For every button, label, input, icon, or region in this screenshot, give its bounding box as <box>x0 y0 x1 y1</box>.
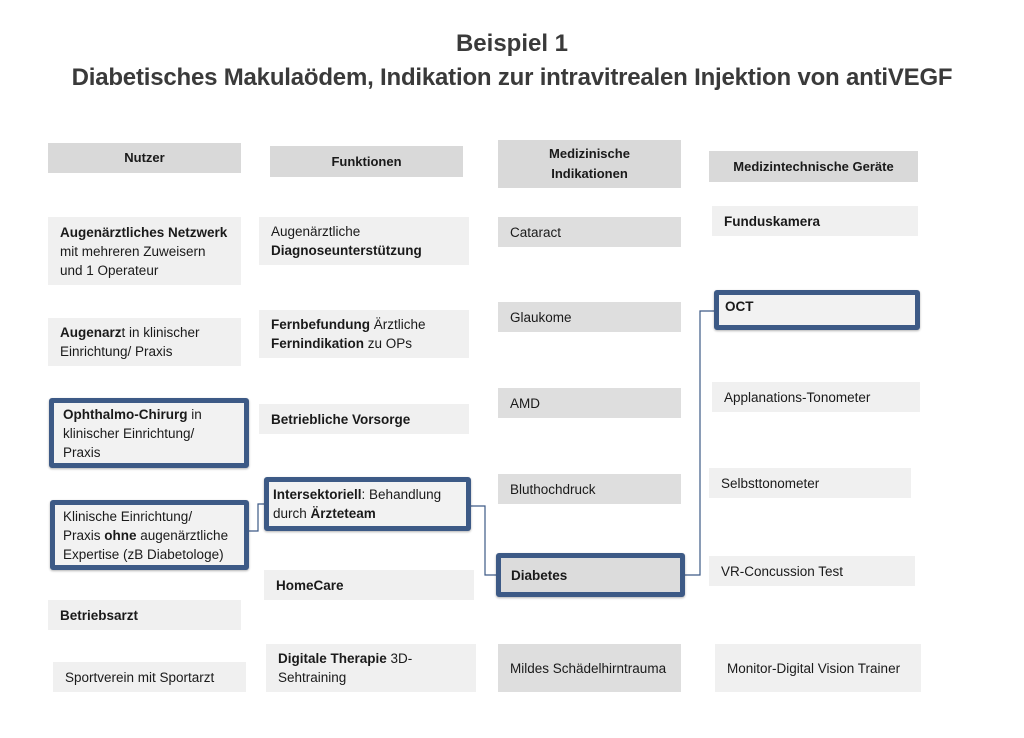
funktion-item-bold: HomeCare <box>276 577 344 593</box>
funktion-item-bold: Fernindikation <box>271 336 365 351</box>
funktion-item-text: zu OPs <box>364 336 413 351</box>
funktion-item[interactable] <box>259 310 469 358</box>
nutzer-item-selected[interactable] <box>50 500 249 570</box>
indikation-label: Mildes Schädelhirntrauma <box>510 660 667 676</box>
nutzer-item-bold: Augenärztliches Netzwerk <box>60 224 228 240</box>
indikation-label: Bluthochdruck <box>510 481 596 497</box>
indikation-label: Cataract <box>510 224 562 240</box>
funktion-item-selected[interactable] <box>264 477 471 531</box>
nutzer-item[interactable] <box>48 318 241 366</box>
funktion-item[interactable] <box>264 570 474 600</box>
funktion-item-text: : Behandlung durch <box>273 487 442 521</box>
nutzer-item-text: t in klinischer Einrichtung/ Praxis <box>60 325 200 359</box>
indikation-label: Diabetes <box>511 567 568 583</box>
indikation-label: Glaukome <box>510 309 572 325</box>
geraet-item[interactable] <box>709 556 915 586</box>
funktion-item[interactable] <box>259 404 469 434</box>
funktion-item-text: 3D-Sehtraining <box>278 651 413 685</box>
link-indikation-geraet <box>684 311 716 575</box>
header-funktionen: Funktionen <box>270 146 463 177</box>
header-indikationen: Medizinische Indikationen <box>498 140 681 188</box>
geraet-label: Funduskamera <box>724 213 821 229</box>
nutzer-item-bold: Betriebsarzt <box>60 607 139 623</box>
nutzer-item-bold: Augenarz <box>60 325 122 340</box>
nutzer-item-bold: Ophthalmo-Chirurg <box>63 406 188 422</box>
nutzer-item-text: mit mehreren Zuweisern und 1 Operateur <box>60 243 206 278</box>
indikation-item[interactable] <box>498 644 681 692</box>
funktion-item-bold: Intersektoriell <box>273 487 362 502</box>
indikation-item[interactable] <box>498 388 681 418</box>
indikation-item-selected[interactable] <box>496 553 685 597</box>
header-nutzer: Nutzer <box>48 143 241 173</box>
nutzer-item-text: Klinische Einrichtung/ Praxis <box>63 508 193 543</box>
indikation-item[interactable] <box>498 217 681 247</box>
geraet-label: Applanations-Tonometer <box>724 389 871 405</box>
nutzer-item-selected[interactable] <box>49 398 249 468</box>
nutzer-item[interactable] <box>48 600 241 630</box>
geraet-label: Selbsttonometer <box>721 475 820 491</box>
nutzer-item[interactable] <box>53 662 246 692</box>
funktion-item-bold: Betriebliche Vorsorge <box>271 411 411 427</box>
funktion-item-bold: Fernbefundung <box>271 317 370 332</box>
funktion-item[interactable] <box>266 644 476 692</box>
geraet-label: VR-Concussion Test <box>721 563 844 579</box>
geraet-item[interactable] <box>712 206 918 236</box>
geraet-item[interactable] <box>715 644 921 692</box>
geraet-item[interactable] <box>712 382 920 412</box>
geraet-label: OCT <box>725 299 754 314</box>
geraet-item[interactable] <box>709 468 911 498</box>
nutzer-item-bold: ohne <box>104 527 137 543</box>
funktion-item-bold: Digitale Therapie <box>278 651 387 666</box>
funktion-item-text: Augenärztliche <box>271 224 361 239</box>
link-funktion-indikation <box>471 506 498 575</box>
geraet-label: Monitor-Digital Vision Trainer <box>727 660 901 676</box>
funktion-item-text: Ärztliche <box>369 317 426 332</box>
funktion-item[interactable] <box>259 217 469 265</box>
indikation-item[interactable] <box>498 474 681 504</box>
diagram-title: Beispiel 1 <box>455 30 569 57</box>
nutzer-item-text: augenärztliche Expertise (zB Diabetologe) <box>63 527 229 562</box>
header-geraete: Medizintechnische Geräte <box>709 151 918 182</box>
geraet-item-selected[interactable] <box>714 290 920 330</box>
indikation-label: AMD <box>510 395 540 411</box>
diagram-subtitle: Diabetisches Makulaödem, Indikation zur intravitrealen Injektion von antiVEGF <box>71 64 953 91</box>
nutzer-item-text: Sportverein mit Sportarzt <box>65 669 215 685</box>
indikation-item[interactable] <box>498 302 681 332</box>
nutzer-item[interactable] <box>48 217 241 285</box>
funktion-item-bold: Ärzteteam <box>310 506 376 521</box>
funktion-item-bold: Diagnoseunterstützung <box>271 243 422 258</box>
nutzer-item-text: in klinischer Einrichtung/ Praxis <box>63 406 202 460</box>
